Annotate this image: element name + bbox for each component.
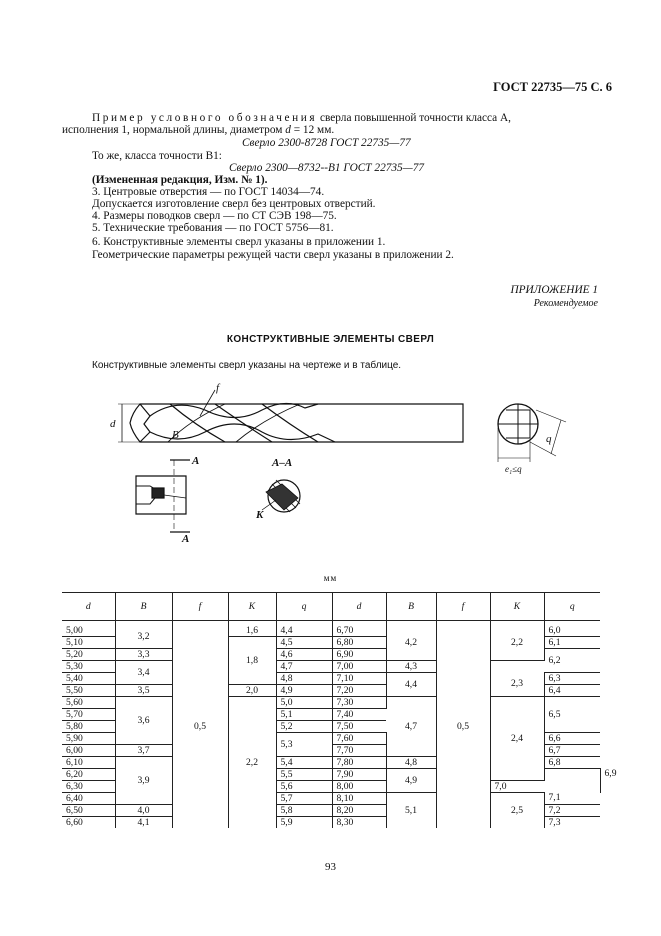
cell: 6,60 xyxy=(62,817,115,829)
header-b: B xyxy=(386,593,436,621)
example-tail: = 12 мм. xyxy=(290,124,335,136)
cell: 8,10 xyxy=(332,793,386,805)
cell: 8,00 xyxy=(332,781,386,793)
cell: 3,5 xyxy=(115,685,172,697)
cell: 5,1 xyxy=(386,793,436,829)
cell: 6,90 xyxy=(332,649,386,661)
cell: 7,0 xyxy=(490,781,544,793)
flute-line-1 xyxy=(150,403,318,417)
cell: 3,9 xyxy=(115,757,172,805)
cell: 2,2 xyxy=(490,625,544,661)
table-row xyxy=(62,661,600,673)
label-aa: А–А xyxy=(272,457,293,469)
drill-body-outline xyxy=(130,404,463,442)
page-number: 93 xyxy=(325,861,336,873)
cell: 4,9 xyxy=(386,769,436,793)
cell: 4,5 xyxy=(276,637,332,649)
cell: 5,6 xyxy=(276,781,332,793)
cell: 3,7 xyxy=(115,745,172,757)
cell: 3,4 xyxy=(115,661,172,685)
cell: 7,60 xyxy=(332,733,386,745)
flute-back-2 xyxy=(236,404,300,442)
cell: 6,3 xyxy=(544,673,600,685)
cell: 6,4 xyxy=(544,685,600,697)
cell: 5,2 xyxy=(276,721,332,733)
cell: 5,7 xyxy=(276,793,332,805)
cell: 6,10 xyxy=(62,757,115,769)
section-title: КОНСТРУКТИВНЫЕ ЭЛЕМЕНТЫ СВЕРЛ xyxy=(226,334,435,345)
cell: 4,3 xyxy=(386,661,436,673)
cell: 8,20 xyxy=(332,805,386,817)
cell: 7,40 xyxy=(332,709,386,721)
cell: 5,70 xyxy=(62,709,115,721)
cell: 5,9 xyxy=(276,817,332,829)
cell: 7,1 xyxy=(544,793,600,805)
section-intro: Конструктивные элементы сверл указаны на чертеже и в таблице. xyxy=(92,360,402,371)
item-6: 6. Конструктивные элементы сверл указаны в приложении 1. xyxy=(92,236,386,248)
cell: 5,80 xyxy=(62,721,115,733)
table-header-row xyxy=(62,593,600,621)
cell: 6,5 xyxy=(544,697,600,733)
designation-2: Сверло 2300—8732--В1 ГОСТ 22735—77 xyxy=(229,162,424,174)
cell: 7,80 xyxy=(332,757,386,769)
cell-empty xyxy=(544,769,600,793)
header-k: K xyxy=(228,593,276,621)
cell: 6,30 xyxy=(62,781,115,793)
cell: 5,00 xyxy=(62,625,115,637)
cell: 7,10 xyxy=(332,673,386,685)
example-line2-text: исполнения 1, нормальной длины, диаметром xyxy=(62,124,283,136)
cell: 7,00 xyxy=(332,661,386,673)
label-e: e₁≤q xyxy=(505,464,522,474)
label-b: B xyxy=(172,429,179,441)
header-k: K xyxy=(490,593,544,621)
cell: 2,5 xyxy=(490,793,544,829)
dimensions-table xyxy=(62,592,617,828)
cell: 6,70 xyxy=(332,625,386,637)
table-row xyxy=(62,625,600,637)
cell: 6,80 xyxy=(332,637,386,649)
cell: 4,0 xyxy=(115,805,172,817)
cell: 5,50 xyxy=(62,685,115,697)
cell: 4,9 xyxy=(276,685,332,697)
label-d: d xyxy=(110,418,116,430)
example-line2 xyxy=(62,124,334,137)
cell: 5,0 xyxy=(276,697,332,709)
cell: 7,90 xyxy=(332,769,386,781)
label-a-bottom: A xyxy=(182,533,190,545)
cell: 7,2 xyxy=(544,805,600,817)
cell: 5,3 xyxy=(276,733,332,757)
cell: 7,70 xyxy=(332,745,386,757)
cell: 6,7 xyxy=(544,745,600,757)
cell: 6,1 xyxy=(544,637,600,649)
header-d: d xyxy=(62,593,115,621)
cell: 5,1 xyxy=(276,709,332,721)
cell: 2,4 xyxy=(490,697,544,781)
item-6b: Геометрические параметры режущей части сверл указаны в приложении 2. xyxy=(92,249,454,261)
cell: 4,6 xyxy=(276,649,332,661)
cell: 6,8 xyxy=(544,757,600,769)
cell: 4,4 xyxy=(276,625,332,637)
appendix-title: ПРИЛОЖЕНИЕ 1 xyxy=(510,284,598,296)
label-q: q xyxy=(546,433,552,445)
table-row xyxy=(62,697,600,709)
cell: 4,4 xyxy=(386,673,436,697)
header-q: q xyxy=(276,593,332,621)
header-b: B xyxy=(115,593,172,621)
cell: 5,5 xyxy=(276,769,332,781)
cell: 6,2 xyxy=(544,649,600,673)
label-k: K xyxy=(256,509,264,521)
cell: 4,7 xyxy=(386,697,436,757)
cell: 6,50 xyxy=(62,805,115,817)
example-rest: сверла повышенной точности класса А, xyxy=(317,112,511,124)
label-a-top: A xyxy=(192,455,200,467)
header-q: q xyxy=(544,593,600,621)
example-var: d xyxy=(285,124,291,136)
cell: 4,1 xyxy=(115,817,172,829)
drill-point xyxy=(140,404,150,442)
cell: 2,2 xyxy=(228,697,276,829)
cell: 3,2 xyxy=(115,625,172,649)
cell: 5,8 xyxy=(276,805,332,817)
cell-f: 0,5 xyxy=(172,625,228,828)
cell: 6,0 xyxy=(544,625,600,637)
cell: 1,8 xyxy=(228,637,276,685)
example-label: Пример условного обозначения xyxy=(92,112,318,124)
cell: 7,50 xyxy=(332,721,386,733)
cell: 4,8 xyxy=(386,757,436,769)
item-4: 4. Размеры поводков сверл — по СТ СЭВ 198—75. xyxy=(92,210,337,222)
appendix-subtitle: Рекомендуемое xyxy=(533,298,598,309)
cell-f: 0,5 xyxy=(436,625,490,828)
cell: 3,6 xyxy=(115,697,172,745)
cell: 5,20 xyxy=(62,649,115,661)
cell: 3,3 xyxy=(115,649,172,661)
cell: 5,4 xyxy=(276,757,332,769)
cell: 7,30 xyxy=(332,697,386,709)
item-3b: Допускается изготовление сверл без центровых отверстий. xyxy=(92,198,376,210)
drill-drawing xyxy=(0,380,661,550)
table-row: 6,20 5,5 7,90 4,9 6,9 xyxy=(62,769,600,781)
cell: 7,3 xyxy=(548,816,561,828)
cell: 5,90 xyxy=(62,733,115,745)
cell: 2,3 xyxy=(490,673,544,697)
cell: 4,7 xyxy=(276,661,332,673)
cell: 4,2 xyxy=(386,625,436,661)
header-d: d xyxy=(332,593,386,621)
cell: 5,30 xyxy=(62,661,115,673)
cell: 2,0 xyxy=(228,685,276,697)
table-unit: мм xyxy=(323,573,338,583)
item-3: 3. Центровые отверстия — по ГОСТ 14034—74. xyxy=(92,186,325,198)
same-label: То же, класса точности В1: xyxy=(92,150,222,162)
cell: 5,40 xyxy=(62,673,115,685)
cell: 6,20 xyxy=(62,769,115,781)
cell: 5,60 xyxy=(62,697,115,709)
cell-empty xyxy=(490,661,544,673)
cell: 1,6 xyxy=(228,625,276,637)
document-header: ГОСТ 22735—75 С. 6 xyxy=(493,80,612,94)
f-leader xyxy=(200,390,215,416)
cell: 5,10 xyxy=(62,637,115,649)
cell: 8,30 xyxy=(332,817,386,829)
cell: 6,40 xyxy=(62,793,115,805)
header-f: f xyxy=(172,593,228,621)
edition-note: (Измененная редакция, Изм. № 1). xyxy=(92,174,268,186)
cell: 7,20 xyxy=(332,685,386,697)
cell: 4,8 xyxy=(276,673,332,685)
cell: 6,6 xyxy=(544,733,600,745)
header-f: f xyxy=(436,593,490,621)
item-5: 5. Технические требования — по ГОСТ 5756—81. xyxy=(92,222,334,234)
label-f: f xyxy=(216,382,220,394)
cell: 6,00 xyxy=(62,745,115,757)
designation-1: Сверло 2300-8728 ГОСТ 22735—77 xyxy=(242,137,411,149)
